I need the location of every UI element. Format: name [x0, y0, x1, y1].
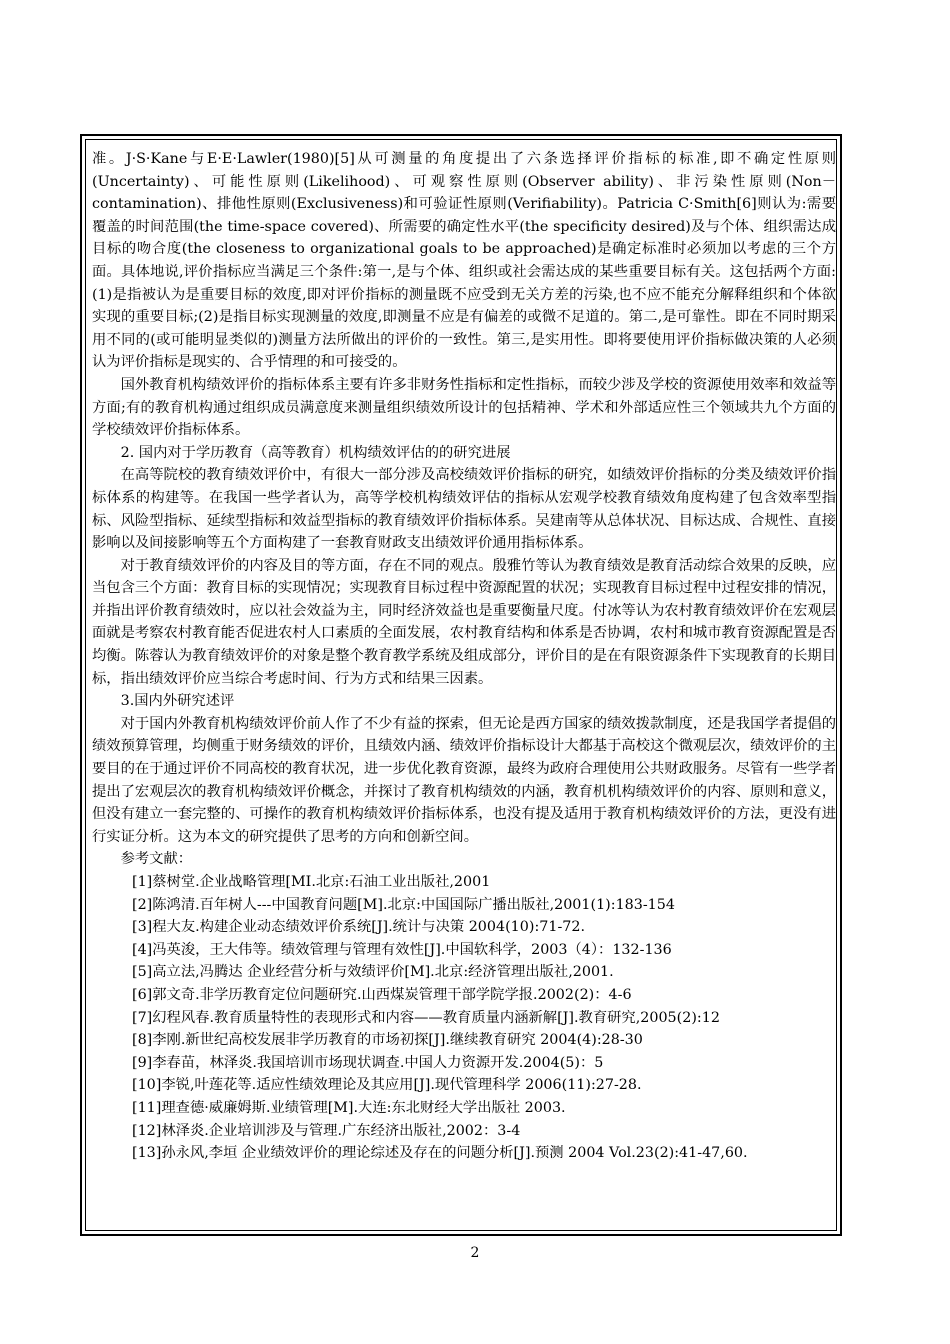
reference-item: [6]郭文奇.非学历教育定位问题研究.山西煤炭管理干部学院学报.2002(2)：4-6	[132, 986, 632, 1003]
page-number: 2	[470, 1245, 480, 1261]
reference-item: [12]林泽炎.企业培训涉及与管理.广东经济出版社,2002：3-4	[132, 1122, 521, 1139]
paragraph-evaluation-criteria: 准。J·S·Kane与E·E·Lawler(1980)[5]从可测量的角度提出了六条选择评价指标的标准,即不确定性原则(Uncertainty)、可能性原则(Likelihood)、可观察性原则(Observer ability)、非污染性原则(Non－contamination)、排他性原则(Exclusiveness)和可验证性原则(Verifiability)。Patricia C·Smith[6]则认为:需要覆盖的时间范围(the time-space covered)、所需要的确定性水平(the specificity desired)及与个体、组织需达成目标的吻合度(the closeness to organizational goals to be approached)是确定标准时必须加以考虑的三个方面。具体地说,评价指标应当满足三个条件:第一,是与个体、组织或社会需达成的某些重要目标有关。这包括两个方面:(1)是指被认为是重要目标的效度,即对评价指标的测量既不应受到无关方差的污染,也不应不能充分解释组织和个体欲实现的重要目标;(2)是指目标实现测量的效度,即测量不应是有偏差的或微不足道的。第二,是可靠性。即在不同时期采用不同的(或可能明显类似的)测量方法所做出的评价的一致性。第三,是实用性。即将要使用评价指标做决策的人必须认为评价指标是现实的、合乎情理的和可接受的。	[92, 151, 836, 371]
paragraph-domestic-indicators: 在高等院校的教育绩效评价中，有很大一部分涉及高校绩效评价指标的研究，如绩效评价指标的分类及绩效评价指标体系的构建等。在我国一些学者认为，高等学校机构绩效评估的指标从宏观学校教育绩效角度构建了包含效率型指标、风险型指标、延续型指标和效益型指标的教育绩效评价指标体系。吴建南等从总体状况、目标达成、合规性、直接影响以及间接影响等五个方面构建了一套教育财政支出绩效评价通用指标体系。	[92, 467, 836, 552]
reference-item: [10]李锐,叶莲花等.适应性绩效理论及其应用[J].现代管理科学 2006(11):27-28.	[132, 1077, 642, 1094]
reference-item: [7]幻程风春.教育质量特性的表现形式和内容——教育质量内涵新解[J].教育研究,2005(2):12	[132, 1009, 720, 1026]
section-heading-domestic-research: 2. 国内对于学历教育（高等教育）机构绩效评估的的研究进展	[120, 444, 511, 461]
reference-item: [9]李春苗，林泽炎.我国培训市场现状调查.中国人力资源开发.2004(5)：5	[132, 1054, 604, 1071]
reference-item: [5]高立法,冯腾达 企业经营分析与效绩评价[M].北京:经济管理出版社,2001.	[132, 964, 614, 981]
paragraph-evaluation-content: 对于教育绩效评价的内容及目的等方面，存在不同的观点。殷雅竹等认为教育绩效是教育活动综合效果的反映，应当包含三个方面：教育目标的实现情况；实现教育目标过程中资源配置的状况；实现教育目标过程中过程安排的情况，并指出评价教育绩效时，应以社会效益为主，同时经济效益也是重要衡量尺度。付冰等认为农村教育绩效评价在宏观层面就是考察农村教育能否促进农村人口素质的全面发展，农村教育结构和体系是否协调，农村和城市教育资源配置是否均衡。陈蓉认为教育绩效评价的对象是整个教育教学系统及组成部分，评价目的是在有限资源条件下实现教育的长期目标，指出绩效评价应当综合考虑时间、行为方式和结果三因素。	[92, 557, 836, 687]
reference-item: [3]程大友.构建企业动态绩效评价系统[J].统计与决策 2004(10):71-72.	[132, 919, 586, 936]
paragraph-foreign-indicators: 国外教育机构绩效评价的指标体系主要有许多非财务性指标和定性指标，而较少涉及学校的资源使用效率和效益等方面;有的教育机构通过组织成员满意度来测量组织绩效所设计的包括精神、学术和外部适应性三个领域共九个方面的学校绩效评价指标体系。	[92, 376, 836, 439]
reference-item: [4]冯英浚，王大伟等。绩效管理与管理有效性[J].中国软科学，2003（4）：132-136	[132, 941, 672, 958]
reference-item: [13]孙永风,李垣 企业绩效评价的理论综述及存在的问题分析[J].预测 2004 Vol.23(2):41-47,60.	[132, 1145, 748, 1162]
paragraph-review: 对于国内外教育机构绩效评价前人作了不少有益的探索，但无论是西方国家的绩效拨款制度，还是我国学者提倡的绩效预算管理，均侧重于财务绩效的评价，且绩效内涵、绩效评价指标设计大都基于高校这个微观层次，绩效评价的主要目的在于通过评价不同高校的教育状况，进一步优化教育资源，最终为政府合理使用公共财政服务。尽管有一些学者提出了宏观层次的教育机构绩效评价概念，并探讨了教育机构绩效的内涵，教育机机构绩效评价的内容、原则和意义，但没有建立一套完整的、可操作的教育机构绩效评价指标体系，也没有提及适用于教育机构绩效评价的方法，更没有进行实证分析。这为本文的研究提供了思考的方向和创新空间。	[92, 715, 836, 845]
document-frame	[80, 134, 842, 1236]
references-heading: 参考文献：	[120, 851, 193, 868]
section-heading-review: 3.国内外研究述评	[120, 693, 235, 710]
reference-item: [1]蔡树堂.企业战略管理[MI.北京:石油工业出版社,2001	[132, 874, 491, 890]
reference-item: [11]理查德·威廉姆斯.业绩管理[M].大连:东北财经大学出版社 2003.	[132, 1099, 566, 1116]
reference-item: [8]李刚.新世纪高校发展非学历教育的市场初探[J].继续教育研究 2004(4):28-30	[132, 1032, 643, 1049]
reference-item: [2]陈鸿清.百年树人---中国教育问题[M].北京:中国国际广播出版社,2001(1):183-154	[132, 896, 675, 913]
document-body	[92, 148, 836, 1165]
